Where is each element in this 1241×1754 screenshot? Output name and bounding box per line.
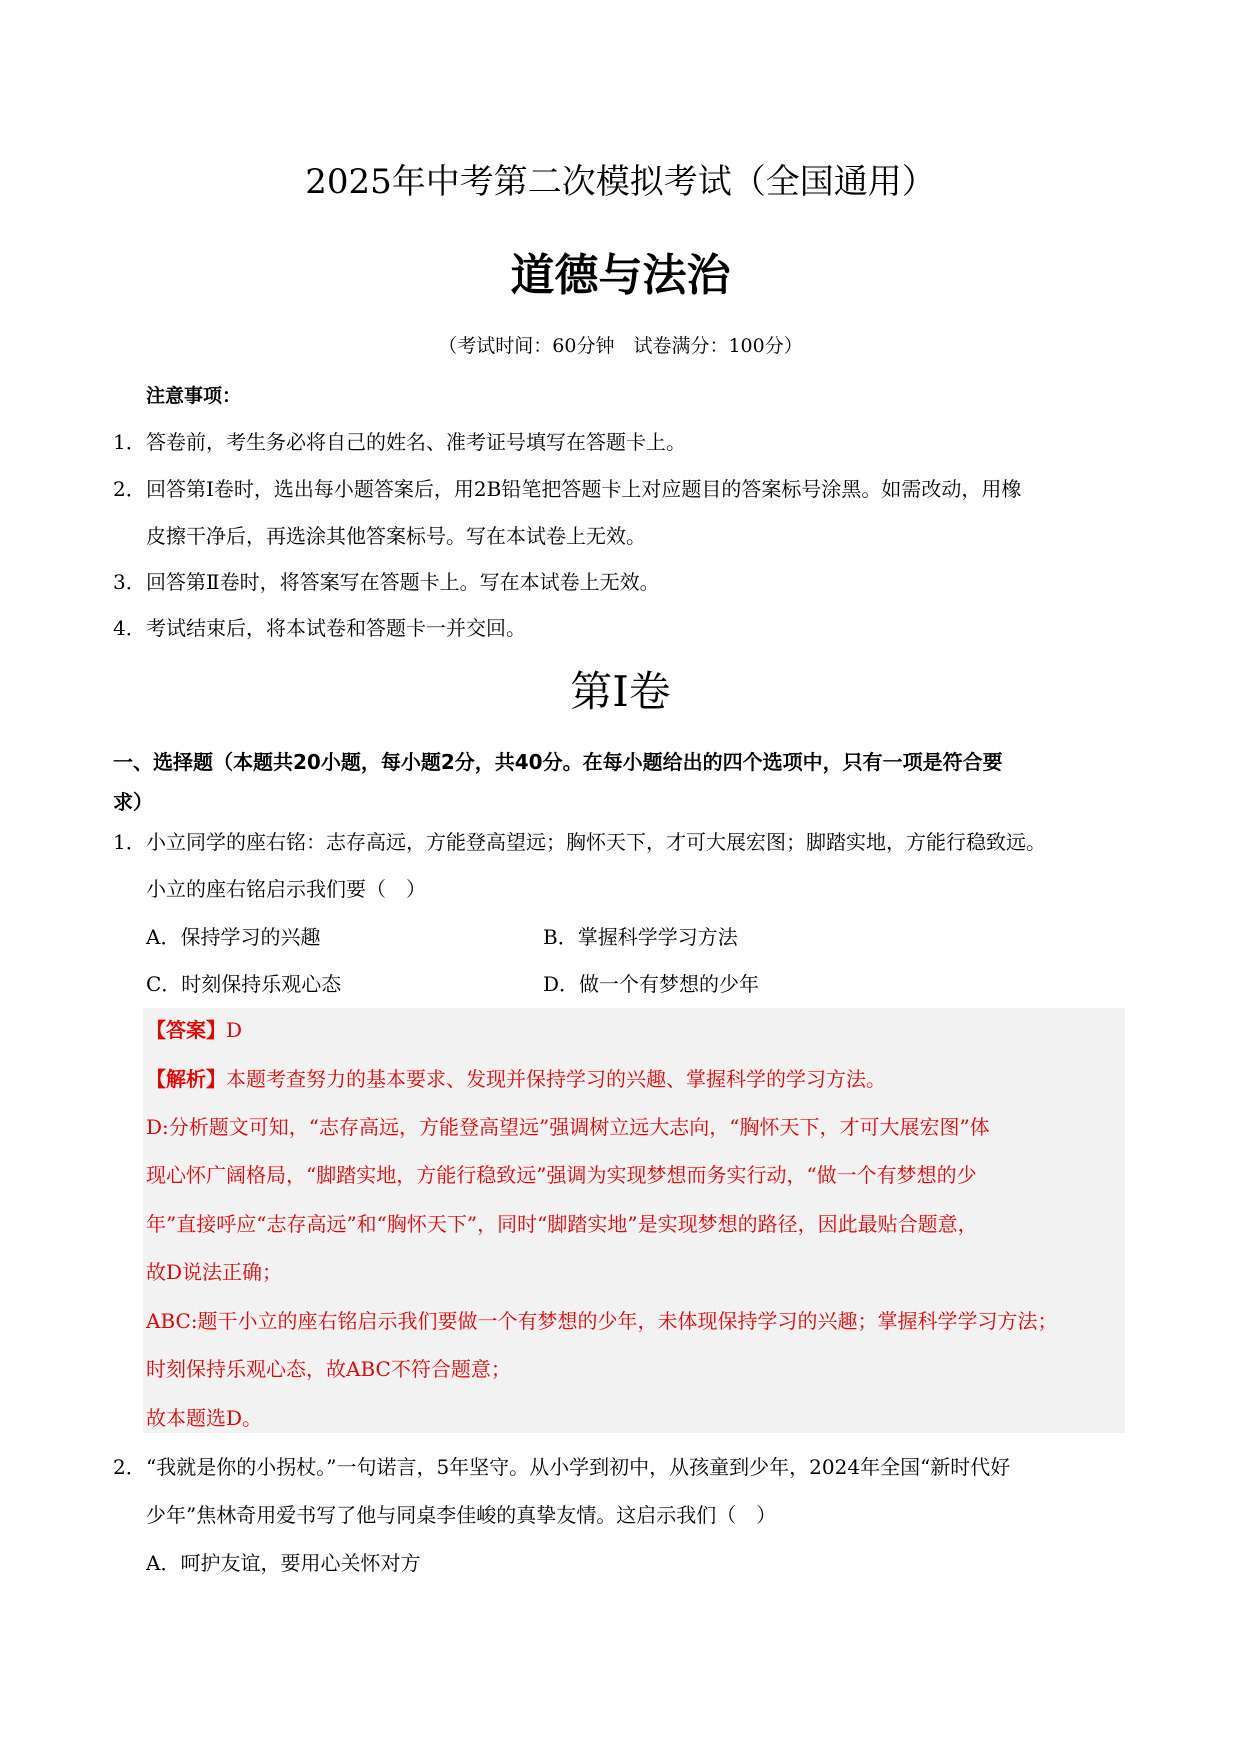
notice-heading: 注意事项： [146,385,242,407]
question-2-stem-cont: 少年”焦林奇用爱书写了他与同桌李佳峻的真挚友情。这启示我们（ ） [146,1503,777,1527]
notice-item-1-text: 答卷前，考生务必将自己的姓名、准考证号填写在答题卡上。 [146,430,686,454]
analysis-body-line: 时刻保持乐观心态，故ABC不符合题意； [146,1357,511,1381]
question-2-num: 2． [113,1455,146,1479]
analysis-label: 【解析】 [146,1067,226,1091]
section-heading-line-2: 求） [113,790,153,814]
notice-item-2-text-cont: 皮擦干净后，再选涂其他答案标号。写在本试卷上无效。 [146,524,646,548]
analysis-body-line: D:分析题文可知，“志存高远，方能登高望远”强调树立远大志向，“胸怀天下，才可大展宏图”体 [146,1115,990,1139]
notice-item-1-num: 1． [113,430,146,454]
analysis-line [146,1067,886,1091]
subject-title: 道德与法治 [510,250,731,301]
answer-line [146,1018,242,1042]
analysis-body-line: 故D说法正确； [146,1260,283,1284]
exam-title: 2025年中考第二次模拟考试（全国通用） [305,162,936,202]
analysis-intro: 本题考查努力的基本要求、发现并保持学习的兴趣、掌握科学的学习方法。 [226,1067,886,1091]
question-1-stem-cont: 小立的座右铭启示我们要（ ） [146,877,426,901]
answer-label: 【答案】 [146,1018,226,1042]
part-title: 第Ⅰ卷 [570,667,671,716]
notice-item-4-num: 4． [113,616,146,640]
question-1-option-d: D．做一个有梦想的少年 [543,972,760,996]
answer-value: D [226,1018,243,1042]
notice-item-3-text: 回答第Ⅱ卷时，将答案写在答题卡上。写在本试卷上无效。 [146,570,660,594]
question-2-stem: “我就是你的小拐杖。”一句诺言，5年坚守。从小学到初中，从孩童到少年，2024年全国“新时代好 [146,1455,1011,1479]
analysis-body-line: ABC:题干小立的座右铭启示我们要做一个有梦想的少年，未体现保持学习的兴趣；掌握科学学习方法； [146,1309,1058,1333]
notice-item-2-text: 回答第Ⅰ卷时，选出每小题答案后，用2B铅笔把答题卡上对应题目的答案标号涂黑。如需改动，用橡 [146,477,1022,501]
analysis-body-line: 故本题选D。 [146,1406,263,1430]
question-1-num: 1． [113,830,146,854]
section-heading-line-1: 一、选择题（本题共20小题，每小题2分，共40分。在每小题给出的四个选项中，只有一项是符合要 [113,750,1003,774]
notice-item-3-num: 3． [113,570,146,594]
exam-info: （考试时间：60分钟 试卷满分：100分） [438,335,803,357]
question-1-option-b: B．掌握科学学习方法 [543,925,738,949]
question-1-option-a: A．保持学习的兴趣 [146,925,321,949]
notice-item-2-num: 2． [113,477,146,501]
question-1-stem: 小立同学的座右铭：志存高远，方能登高望远；胸怀天下，才可大展宏图；脚踏实地，方能行稳致远。 [146,830,1046,854]
notice-item-4-text: 考试结束后，将本试卷和答题卡一并交回。 [146,616,526,640]
question-1-option-c: C．时刻保持乐观心态 [146,972,342,996]
analysis-body-line: 现心怀广阔格局，“脚踏实地，方能行稳致远”强调为实现梦想而务实行动，“做一个有梦想的少 [146,1163,977,1187]
analysis-body-line: 年”直接呼应“志存高远”和“胸怀天下”，同时“脚踏实地”是实现梦想的路径，因此最贴合题意， [146,1212,978,1236]
question-2-option-a: A．呵护友谊，要用心关怀对方 [146,1551,421,1575]
